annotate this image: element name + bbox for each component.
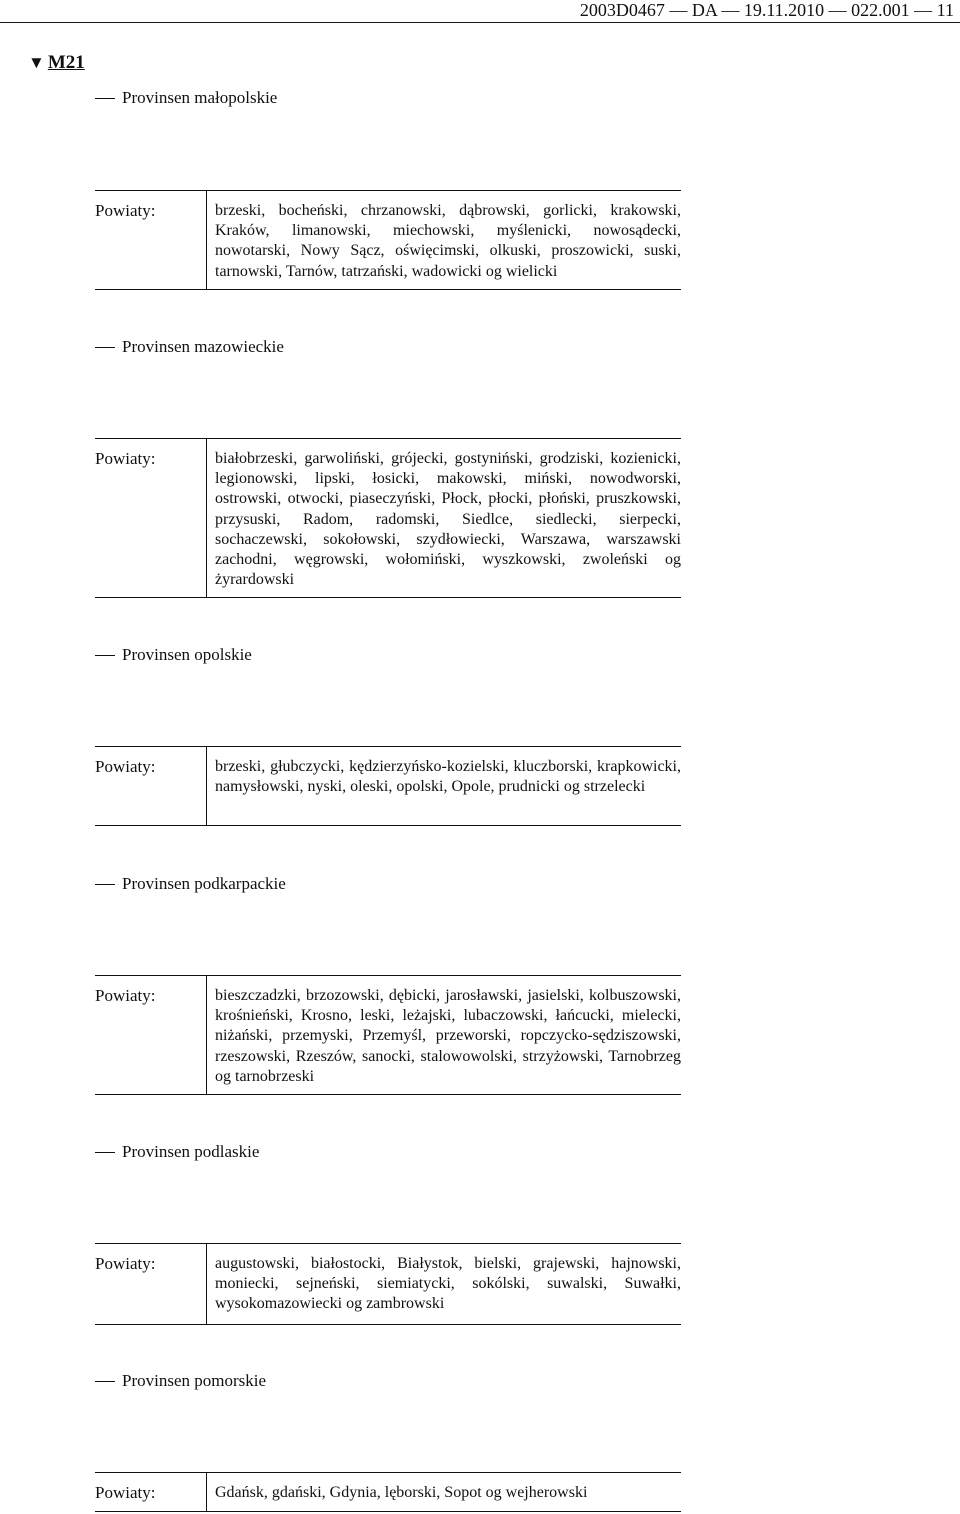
province-heading bbox=[95, 88, 277, 108]
province-heading bbox=[95, 874, 286, 894]
province-heading-text: Provinsen małopolskie bbox=[122, 88, 278, 107]
powiaty-list: brzeski, głubczycki, kędzierzyńsko-kozielski, kluczborski, krapkowicki, namysłowski, nyski, oleski, opolski, Opole, prudnicki og strzelecki bbox=[215, 758, 681, 796]
province-table bbox=[95, 190, 681, 290]
province-heading-text: Provinsen opolskie bbox=[122, 645, 252, 664]
powiaty-list: Gdańsk, gdański, Gdynia, lęborski, Sopot og wejherowski bbox=[215, 1484, 588, 1501]
em-dash bbox=[95, 1381, 115, 1382]
powiaty-label: Powiaty: bbox=[95, 201, 156, 220]
triangle-down-icon: ▼ bbox=[28, 53, 45, 72]
document-reference: 2003D0467 — DA — 19.11.2010 — 022.001 — 11 bbox=[579, 0, 954, 20]
label-cell bbox=[95, 1473, 207, 1511]
em-dash bbox=[95, 655, 115, 656]
province-table bbox=[95, 746, 681, 826]
province-heading-text: Provinsen pomorskie bbox=[122, 1371, 267, 1390]
amendment-label: M21 bbox=[47, 52, 85, 73]
powiaty-list: brzeski, bocheński, chrzanowski, dąbrowski, gorlicki, krakowski, Kraków, limanowski, miechowski, myślenicki, nowosądecki, nowotarski, Nowy Sącz, oświęcimski, olkuski, proszowicki, suski, tarnowski, Tarnów, tatrzański, wadowicki og wielicki bbox=[215, 202, 681, 280]
em-dash bbox=[95, 98, 115, 99]
powiaty-label: Powiaty: bbox=[95, 1483, 156, 1502]
province-heading bbox=[95, 337, 284, 357]
em-dash bbox=[95, 347, 115, 348]
province-table bbox=[95, 438, 681, 598]
province-heading-text: Provinsen podkarpackie bbox=[122, 874, 286, 893]
powiaty-list: bieszczadzki, brzozowski, dębicki, jarosławski, jasielski, kolbuszowski, krośnieński, Krosno, leski, leżajski, lubaczowski, łańcucki, mielecki, niżański, przemyski, Przemyśl, przeworski, ropczycko-sędziszowski, rzeszowski, Rzeszów, sanocki, stalowowolski, strzyżowski, Tarnobrzeg og tarnobrzeski bbox=[215, 987, 681, 1085]
province-heading-text: Provinsen podlaskie bbox=[122, 1142, 260, 1161]
province-heading bbox=[95, 645, 252, 665]
powiaty-label: Powiaty: bbox=[95, 986, 156, 1005]
label-cell bbox=[95, 1244, 207, 1324]
province-heading-text: Provinsen mazowieckie bbox=[122, 337, 284, 356]
powiaty-label: Powiaty: bbox=[95, 1254, 156, 1273]
powiaty-label: Powiaty: bbox=[95, 449, 156, 468]
page-header bbox=[0, 0, 960, 23]
province-heading bbox=[95, 1371, 266, 1391]
province-table bbox=[95, 1243, 681, 1325]
province-table bbox=[95, 1472, 681, 1512]
label-cell bbox=[95, 747, 207, 825]
province-heading bbox=[95, 1142, 259, 1162]
label-cell bbox=[95, 976, 207, 1094]
powiaty-list: augustowski, białostocki, Białystok, bielski, grajewski, hajnowski, moniecki, sejneński, siemiatycki, sokólski, suwalski, Suwałki, wysokomazowiecki og zambrowski bbox=[215, 1255, 681, 1313]
province-table bbox=[95, 975, 681, 1095]
powiaty-label: Powiaty: bbox=[95, 757, 156, 776]
label-cell bbox=[95, 191, 207, 289]
amendment-marker bbox=[28, 52, 85, 74]
label-cell bbox=[95, 439, 207, 597]
powiaty-list: białobrzeski, garwoliński, grójecki, gostyniński, grodziski, kozienicki, legionowski, lipski, łosicki, makowski, miński, nowodworski, ostrowski, otwocki, piaseczyński, Płock, płocki, płoński, pruszkowski, przysuski, Radom, radomski, Siedlce, siedlecki, sierpecki, sochaczewski, sokołowski, szydłowiecki, Warszawa, warszawski zachodni, węgrowski, wołomiński, wyszkowski, zwoleński og żyrardowski bbox=[215, 450, 681, 589]
em-dash bbox=[95, 1152, 115, 1153]
em-dash bbox=[95, 884, 115, 885]
